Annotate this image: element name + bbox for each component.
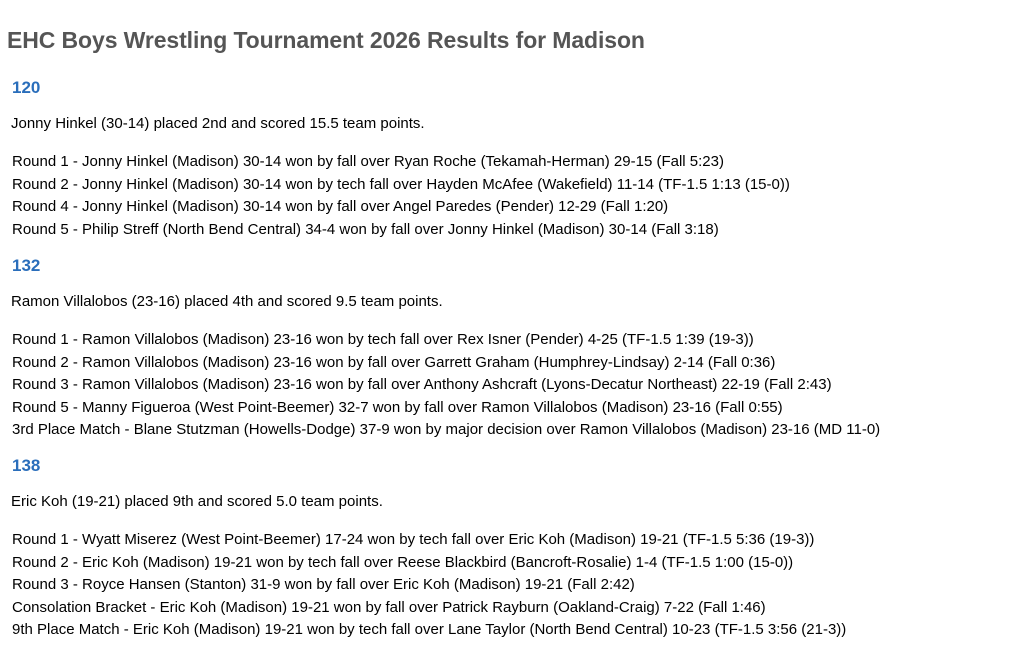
match-result: Round 5 - Manny Figueroa (West Point-Beemer) 32-7 won by fall over Ramon Villalobos (Madison) 23-16 (Fall 0:55) bbox=[12, 398, 783, 416]
match-result: Round 1 - Jonny Hinkel (Madison) 30-14 won by fall over Ryan Roche (Tekamah-Herman) 29-15 (Fall 5:23) bbox=[12, 153, 724, 170]
match-result: Round 2 - Ramon Villalobos (Madison) 23-16 won by fall over Garrett Graham (Humphrey-Lindsay) 2-14 (Fall 0:36) bbox=[12, 353, 776, 371]
match-list bbox=[12, 151, 790, 241]
weight-heading: 120 bbox=[12, 78, 41, 97]
weight-heading: 132 bbox=[12, 256, 41, 275]
match-result: 9th Place Match - Eric Koh (Madison) 19-21 won by tech fall over Lane Taylor (North Bend Central) 10-23 (TF-1.5 3:56 (21-3)) bbox=[12, 621, 847, 638]
match-result: Round 1 - Ramon Villalobos (Madison) 23-16 won by tech fall over Rex Isner (Pender) 4-25 (TF-1.5 1:39 (19-3)) bbox=[12, 331, 754, 348]
match-result: Round 4 - Jonny Hinkel (Madison) 30-14 won by fall over Angel Paredes (Pender) 12-29 (Fall 1:20) bbox=[12, 198, 669, 215]
match-list bbox=[12, 329, 880, 442]
placement-summary: Jonny Hinkel (30-14) placed 2nd and scored 15.5 team points. bbox=[11, 115, 425, 132]
match-list bbox=[12, 529, 846, 642]
placement-summary: Eric Koh (19-21) placed 9th and scored 5.0 team points. bbox=[11, 493, 383, 510]
match-result: Round 3 - Royce Hansen (Stanton) 31-9 won by fall over Eric Koh (Madison) 19-21 (Fall 2:42) bbox=[12, 576, 635, 593]
weight-heading: 138 bbox=[12, 456, 41, 475]
match-result: Round 2 - Jonny Hinkel (Madison) 30-14 won by tech fall over Hayden McAfee (Wakefield) 11-14 (TF-1.5 1:13 (15-0)) bbox=[12, 175, 790, 193]
match-result: Round 3 - Ramon Villalobos (Madison) 23-16 won by fall over Anthony Ashcraft (Lyons-Decatur Northeast) 22-19 (Fall 2:43) bbox=[12, 376, 832, 393]
match-result: Consolation Bracket - Eric Koh (Madison) 19-21 won by fall over Patrick Rayburn (Oakland-Craig) 7-22 (Fall 1:46) bbox=[12, 598, 766, 616]
page-title: EHC Boys Wrestling Tournament 2026 Results for Madison bbox=[7, 27, 645, 53]
match-result: Round 2 - Eric Koh (Madison) 19-21 won by tech fall over Reese Blackbird (Bancroft-Rosalie) 1-4 (TF-1.5 1:00 (15-0)) bbox=[12, 553, 794, 571]
placement-summary: Ramon Villalobos (23-16) placed 4th and scored 9.5 team points. bbox=[11, 293, 443, 310]
match-result: Round 1 - Wyatt Miserez (West Point-Beemer) 17-24 won by tech fall over Eric Koh (Madison) 19-21 (TF-1.5 5:36 (19-3)) bbox=[12, 531, 815, 548]
match-result: Round 5 - Philip Streff (North Bend Central) 34-4 won by fall over Jonny Hinkel (Madison) 30-14 (Fall 3:18) bbox=[12, 220, 719, 238]
match-result: 3rd Place Match - Blane Stutzman (Howells-Dodge) 37-9 won by major decision over Ramon Villalobos (Madison) 23-16 (MD 11-0) bbox=[12, 421, 881, 438]
